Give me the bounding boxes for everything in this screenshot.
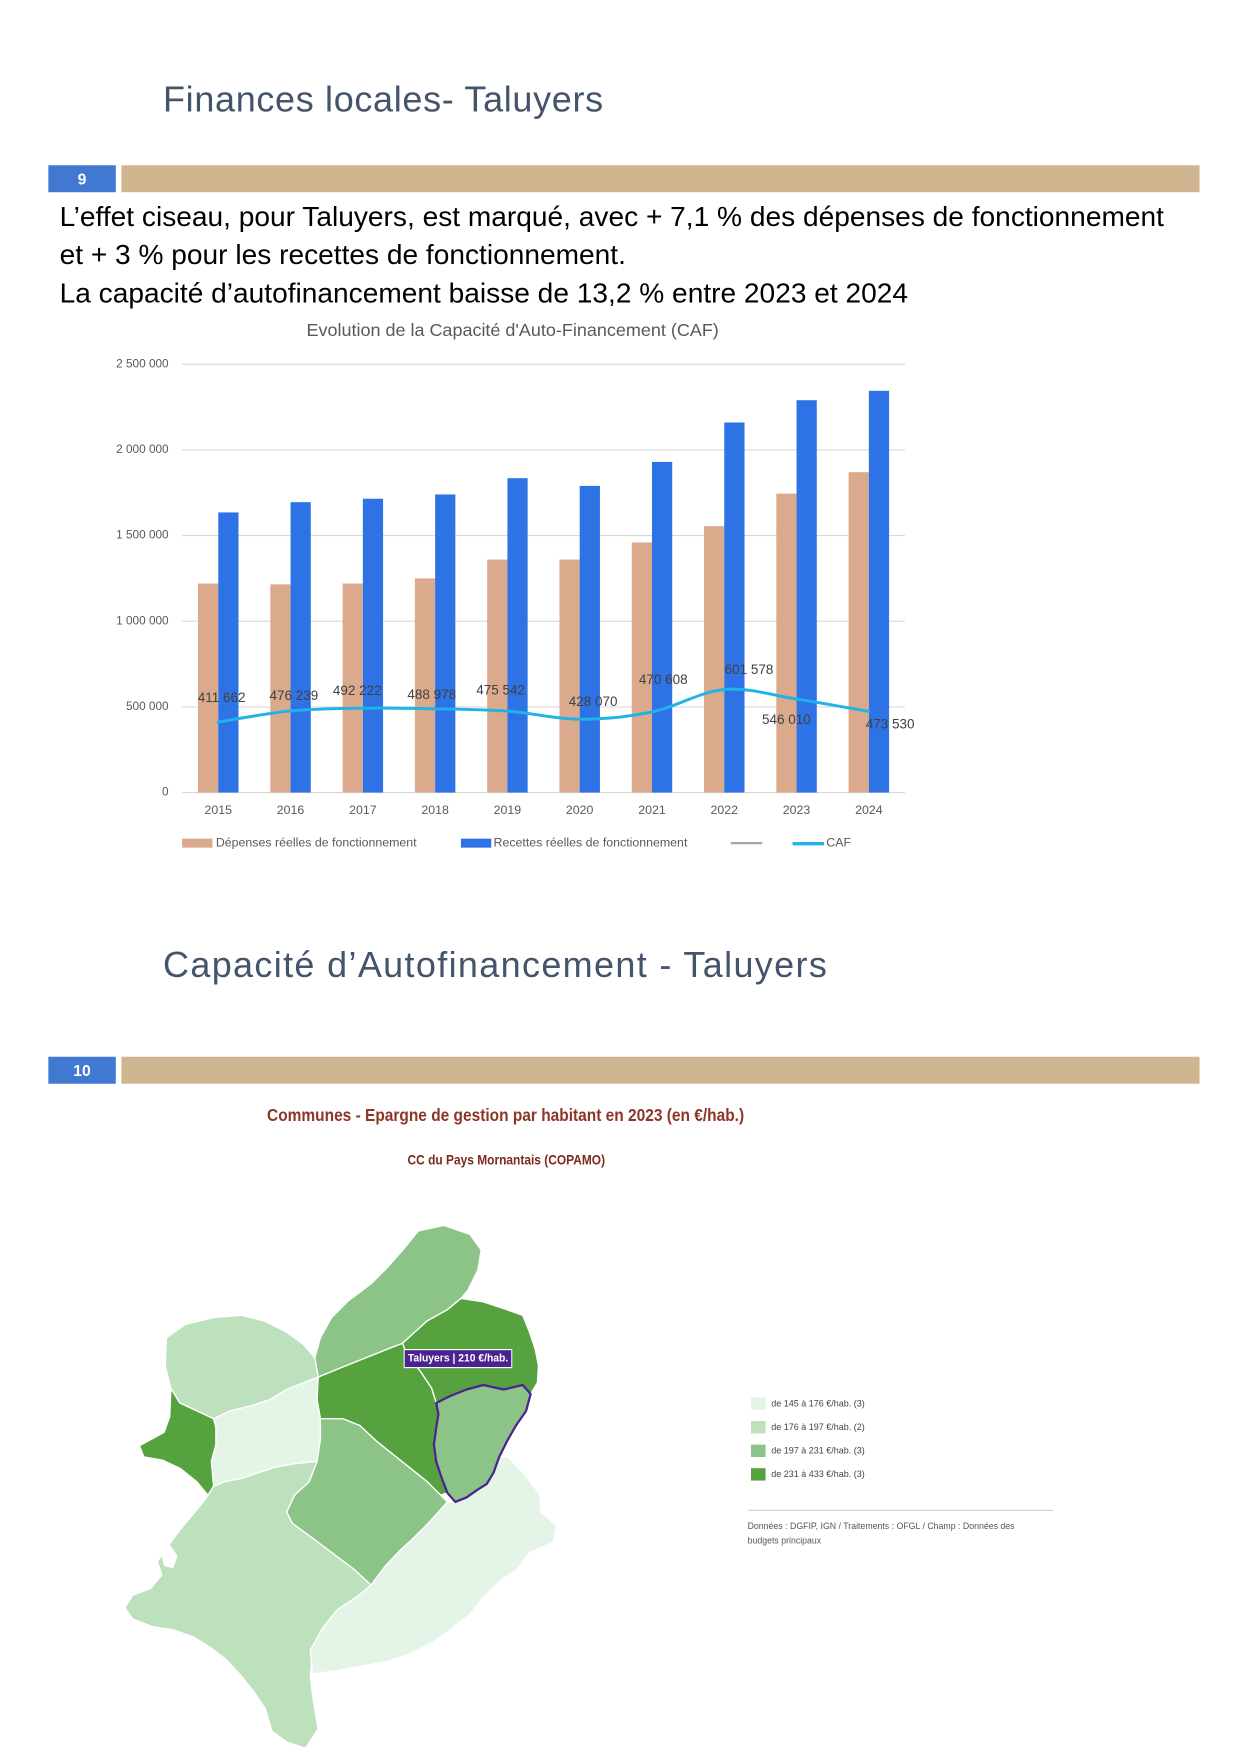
caf-data-label: 492 222: [332, 682, 382, 698]
bar-depenses: [487, 560, 507, 793]
bar-recettes: [869, 391, 889, 793]
y-tick-label: 500 000: [125, 699, 169, 714]
bar-recettes: [363, 499, 383, 793]
bar-recettes: [291, 502, 311, 792]
paragraph-line: et + 3 % pour les recettes de fonctionnement.: [59, 239, 626, 271]
legend-swatch-blank: [731, 842, 762, 844]
y-tick-label: 1 000 000: [116, 613, 169, 628]
x-tick-label: 2015: [204, 802, 233, 817]
bar-depenses: [415, 578, 435, 792]
bar-depenses: [632, 542, 652, 792]
x-tick-label: 2017: [349, 802, 377, 817]
commune-map: [112, 1214, 573, 1751]
bar-recettes: [507, 478, 527, 792]
map-title-text: Communes - Epargne de gestion par habitant en 2023 (en €/hab.): [267, 1106, 745, 1126]
legend-label-depenses: Dépenses réelles de fonctionnement: [215, 836, 417, 850]
y-tick-label: 0: [162, 784, 169, 799]
y-tick-label: 1 500 000: [116, 527, 169, 542]
caf-data-label: 428 070: [568, 693, 618, 709]
caf-data-label: 601 578: [724, 661, 774, 677]
x-tick-label: 2020: [565, 802, 594, 817]
y-tick-label: 2 500 000: [116, 356, 169, 371]
x-tick-label: 2019: [493, 802, 522, 817]
map-title: [169, 1105, 844, 1127]
x-tick-label: 2023: [782, 802, 811, 817]
caf-data-label: 470 608: [638, 672, 688, 688]
map-legend-swatch: [751, 1421, 766, 1433]
legend-label-recettes: Recettes réelles de fonctionnement: [493, 836, 688, 850]
map-legend-label: de 231 à 433 €/hab. (3): [771, 1469, 865, 1480]
bar-depenses: [704, 526, 724, 792]
header-band: [121, 165, 1199, 192]
map-legend-label: de 145 à 176 €/hab. (3): [771, 1398, 865, 1409]
slide-title: Capacité d’Autofinancement - Taluyers: [163, 944, 829, 985]
slide-number: 10: [48, 1057, 115, 1084]
map-subtitle-text: CC du Pays Mornantais (COPAMO): [407, 1152, 605, 1169]
map-subtitle: [281, 1151, 731, 1169]
legend-swatch-caf: [793, 842, 824, 845]
caf-data-label: 411 662: [197, 689, 246, 705]
caf-data-label: 488 978: [407, 686, 457, 702]
header-band: [121, 1057, 1199, 1084]
map-legend-swatch: [751, 1445, 766, 1457]
bar-recettes: [797, 400, 817, 792]
caf-data-label: 475 542: [476, 682, 526, 698]
summary-paragraph: [60, 198, 1164, 313]
bar-recettes: [724, 422, 744, 792]
bar-depenses: [849, 472, 869, 792]
bar-recettes: [218, 512, 238, 792]
paragraph-line: La capacité d’autofinancement baisse de 13,2 % entre 2023 et 2024: [59, 277, 909, 310]
bar-recettes: [652, 462, 672, 793]
map-source-line: Données : DGFIP, IGN / Traitements : OFGL / Champ : Données des: [747, 1521, 1015, 1532]
caf-data-label: 546 010: [762, 711, 811, 727]
x-tick-label: 2024: [855, 802, 883, 817]
legend-swatch-recettes: [461, 839, 491, 848]
map-source-note: [748, 1519, 1015, 1548]
caf-data-label: 476 239: [269, 687, 319, 703]
bar-depenses: [776, 494, 796, 793]
map-legend-swatch: [751, 1468, 766, 1480]
bar-depenses: [198, 584, 218, 793]
x-tick-label: 2021: [638, 802, 666, 817]
bar-recettes: [580, 486, 600, 793]
caf-chart: [101, 349, 933, 861]
slide-title: Finances locales- Taluyers: [163, 78, 604, 120]
map-source-line: budgets principaux: [747, 1535, 822, 1546]
x-tick-label: 2022: [710, 802, 739, 817]
map-legend-label: de 176 à 197 €/hab. (2): [771, 1422, 865, 1433]
x-tick-label: 2018: [421, 802, 449, 817]
taluyers-highlight-label: Taluyers | 210 €/hab.: [405, 1350, 512, 1367]
x-tick-label: 2016: [276, 802, 305, 817]
paragraph-line: L’effet ciseau, pour Taluyers, est marqué, avec + 7,1 % des dépenses de fonctionnement: [59, 201, 1164, 233]
map-legend-label: de 197 à 231 €/hab. (3): [771, 1445, 865, 1456]
map-legend-swatch: [751, 1397, 766, 1409]
caf-data-label: 473 530: [865, 716, 915, 732]
slide-number: 9: [48, 165, 115, 192]
map-source-divider: [748, 1510, 1054, 1511]
chart-title: Evolution de la Capacité d'Auto-Financement (CAF): [306, 321, 719, 341]
bar-recettes: [435, 494, 455, 792]
y-tick-label: 2 000 000: [116, 442, 169, 457]
legend-label-caf: CAF: [826, 836, 852, 850]
bar-depenses: [559, 560, 579, 793]
legend-swatch-depenses: [182, 839, 212, 848]
